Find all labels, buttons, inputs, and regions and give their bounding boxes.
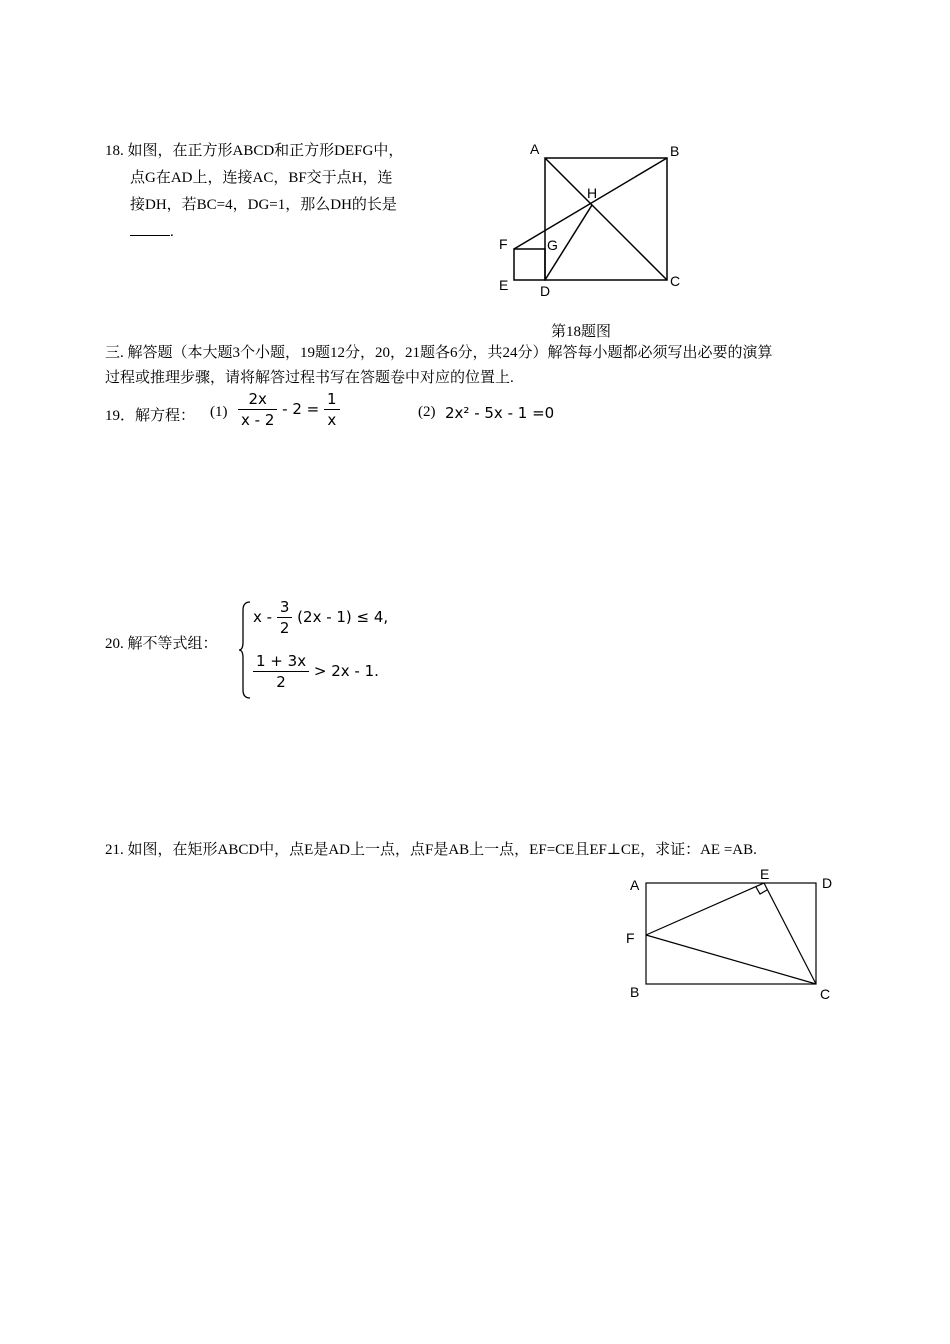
label-b: B bbox=[630, 984, 640, 1000]
q19-label: 19．解方程： bbox=[105, 408, 196, 424]
q19-equation-1: $\frac{2x}{x - 2}$ - 2 = $\frac{1}{x}$ bbox=[238, 390, 340, 429]
label-f: F bbox=[626, 930, 635, 946]
label-h: H bbox=[587, 185, 598, 201]
q18-line-1 bbox=[105, 138, 450, 165]
question-20 bbox=[105, 598, 505, 708]
q18-number: 18. bbox=[105, 143, 124, 159]
q18-line-2: 点G在AD上，连接AC，BF交于点H，连 bbox=[130, 170, 393, 186]
answer-blank[interactable] bbox=[130, 221, 170, 236]
q20-label: 20. 解不等式组： bbox=[105, 636, 218, 652]
q19-part2-label: (2) bbox=[418, 404, 436, 420]
label-f: F bbox=[499, 236, 508, 252]
q18-line-4: . bbox=[105, 219, 450, 246]
figure-18 bbox=[495, 138, 695, 308]
label-c: C bbox=[670, 273, 681, 289]
line-bf bbox=[514, 158, 667, 249]
question-18 bbox=[105, 138, 450, 246]
label-a: A bbox=[530, 141, 540, 157]
label-e: E bbox=[499, 277, 509, 293]
q20-inequality-1: x - $\frac{3}{2}$ (2x - 1) ≤ 4, bbox=[253, 598, 389, 637]
figure-18-caption: 第18题图 bbox=[551, 324, 612, 340]
section-3-line-1: 三. 解答题（本大题3个小题，19题12分，20，21题各6分，共24分）解答每小题都必须写出必要的演算 bbox=[105, 345, 773, 361]
label-c: C bbox=[820, 986, 831, 1002]
section-3-line-2: 过程或推理步骤，请将解答过程书写在答题卷中对应的位置上. bbox=[105, 370, 514, 386]
segment-ec bbox=[764, 883, 816, 984]
right-angle-mark bbox=[756, 887, 767, 894]
q19-part1-label: (1) bbox=[210, 404, 228, 420]
question-21: 21. 如图，在矩形ABCD中，点E是AD上一点，点F是AB上一点，EF=CE且EF⊥CE，求证：AE =AB. bbox=[105, 842, 757, 858]
q18-line-3: 接DH，若BC=4，DG=1，那么DH的长是 bbox=[130, 197, 397, 213]
segment-fe bbox=[646, 883, 764, 935]
q20-inequality-2: $\frac{1 + 3x}{2}$ > 2x - 1. bbox=[253, 652, 379, 691]
label-d: D bbox=[540, 283, 551, 299]
square-defg bbox=[514, 249, 545, 280]
label-b: B bbox=[670, 143, 680, 159]
section-3-header bbox=[105, 341, 865, 391]
label-e: E bbox=[760, 866, 770, 882]
q18-text-1: 如图，在正方形ABCD和正方形DEFG中， bbox=[127, 143, 404, 159]
q19-equation-2: 2x² - 5x - 1 =0 bbox=[445, 404, 555, 422]
figure-21 bbox=[620, 862, 840, 1007]
label-g: G bbox=[547, 237, 558, 253]
segment-fc bbox=[646, 935, 816, 984]
label-a: A bbox=[630, 877, 640, 893]
system-brace-icon bbox=[238, 600, 252, 700]
label-d: D bbox=[822, 875, 833, 891]
question-19 bbox=[105, 390, 865, 450]
